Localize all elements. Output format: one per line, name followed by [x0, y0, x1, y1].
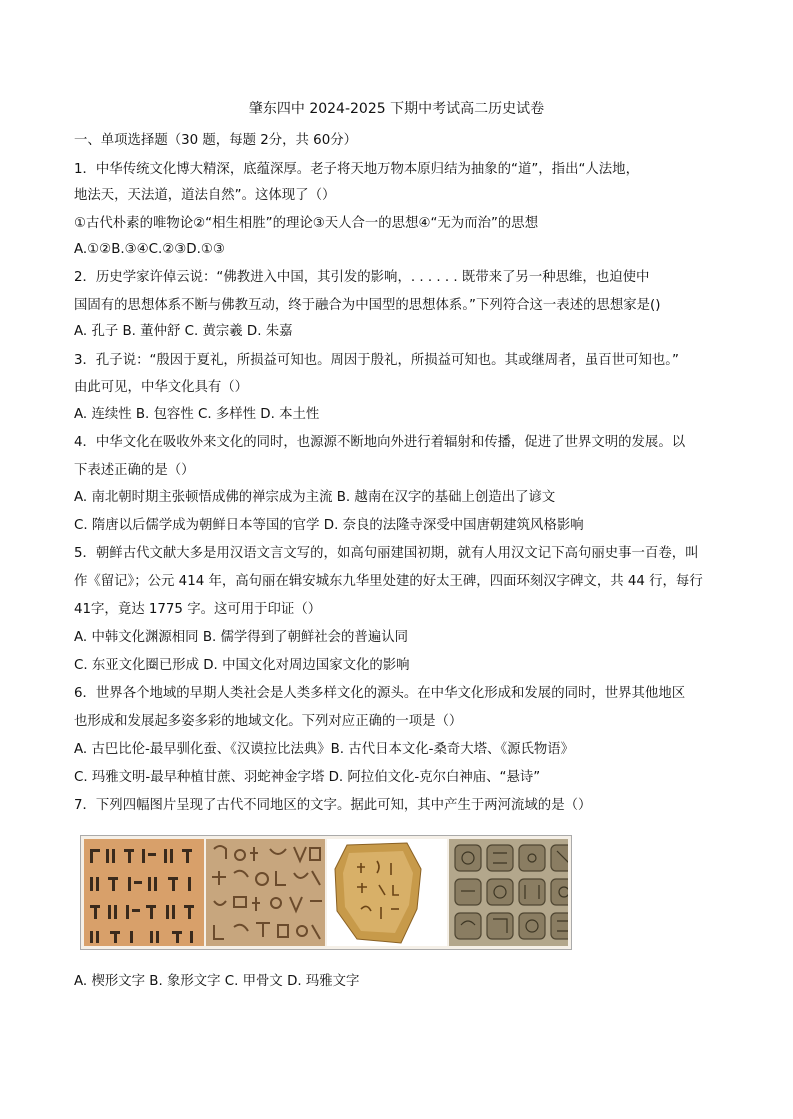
question-stem-line: 5．朝鲜古代文献大多是用汉语文言文写的，如高句丽建国初期，就有人用汉文记下高句丽史事一百卷，叫 [74, 546, 699, 561]
question-line: 下表述正确的是（） [74, 463, 195, 478]
section-heading: 一、单项选择题（30 题，每题 2分，共 60分） [74, 133, 358, 148]
question-stem-line: 1．中华传统文化博大精深，底蕴深厚。老子将天地万物本原归结为抽象的“道”，指出“人法地， [74, 162, 639, 177]
question-line: C. 隋唐以后儒学成为朝鲜日本等国的官学 D. 奈良的法隆寺深受中国唐朝建筑风格影响 [74, 518, 584, 533]
question-line: C. 东亚文化圈已形成 D. 中国文化对周边国家文化的影响 [74, 658, 410, 673]
q7-options: A. 楔形文字 B. 象形文字 C. 甲骨文 D. 玛雅文字 [74, 974, 360, 989]
exam-title: 肇东四中 2024-2025 下期中考试高二历史试卷 [248, 101, 545, 117]
question-line: A. 古巴比伦-最早驯化蚕、《汉谟拉比法典》B. 古代日本文化-桑奇大塔、《源氏物语》 [74, 742, 575, 757]
question-stem-line: 6．世界各个地域的早期人类社会是人类多样文化的源头。在中华文化形成和发展的同时，世界其他地区 [74, 686, 686, 701]
question-line: 作《留记》；公元 414 年，高句丽在辑安城东九华里处建的好太王碑，四面环刻汉字碑文，共 44 行，每行 [74, 574, 703, 589]
question-line: 地法天，天法道，道法自然”。这体现了（） [74, 188, 336, 203]
oracle-bone-image [327, 839, 447, 946]
question-stem-line: 7．下列四幅图片呈现了古代不同地区的文字。据此可知，其中产生于两河流域的是（） [74, 798, 592, 813]
question-line: A. 南北朝时期主张顿悟成佛的禅宗成为主流 B. 越南在汉字的基础上创造出了谚文 [74, 490, 556, 505]
question-stem-line: 3．孔子说：“殷因于夏礼，所损益可知也。周因于殷礼，所损益可知也。其或继周者，虽百世可知也。” [74, 353, 679, 368]
question-line: A. 中韩文化渊源相同 B. 儒学得到了朝鲜社会的普遍认同 [74, 630, 408, 645]
question-stem-line: 4．中华文化在吸收外来文化的同时，也源源不断地向外进行着辐射和传播，促进了世界文明的发展。以 [74, 435, 686, 450]
scripts-figure [80, 835, 572, 950]
question-line: ①古代朴素的唯物论②“相生相胜”的理论③天人合一的思想④“无为而治”的思想 [74, 216, 539, 231]
question-line: A. 孔子 B. 董仲舒 C. 黄宗羲 D. 朱嘉 [74, 324, 293, 339]
question-line: 由此可见，中华文化具有（） [74, 380, 249, 395]
question-line: A.①②B.③④C.②③D.①③ [74, 242, 225, 257]
question-stem-line: 2．历史学家许倬云说：“佛教进入中国，其引发的影响，. . . . . . 既带来了另一种思维，也迫使中 [74, 270, 650, 285]
question-line: C. 玛雅文明-最早种植甘蔗、羽蛇神金字塔 D. 阿拉伯文化-克尔白神庙、“悬诗” [74, 770, 541, 785]
hieroglyph-image [206, 839, 326, 946]
cuneiform-image [84, 839, 204, 946]
maya-glyph-image [449, 839, 569, 946]
question-line: 国固有的思想体系不断与佛教互动，终于融合为中国型的思想体系。”下列符合这一表述的思想家是() [74, 298, 661, 313]
question-line: 41字，竟达 1775 字。这可用于印证（） [74, 602, 322, 617]
question-line: A. 连续性 B. 包容性 C. 多样性 D. 本土性 [74, 407, 320, 422]
question-line: 也形成和发展起多姿多彩的地域文化。下列对应正确的一项是（） [74, 714, 463, 729]
